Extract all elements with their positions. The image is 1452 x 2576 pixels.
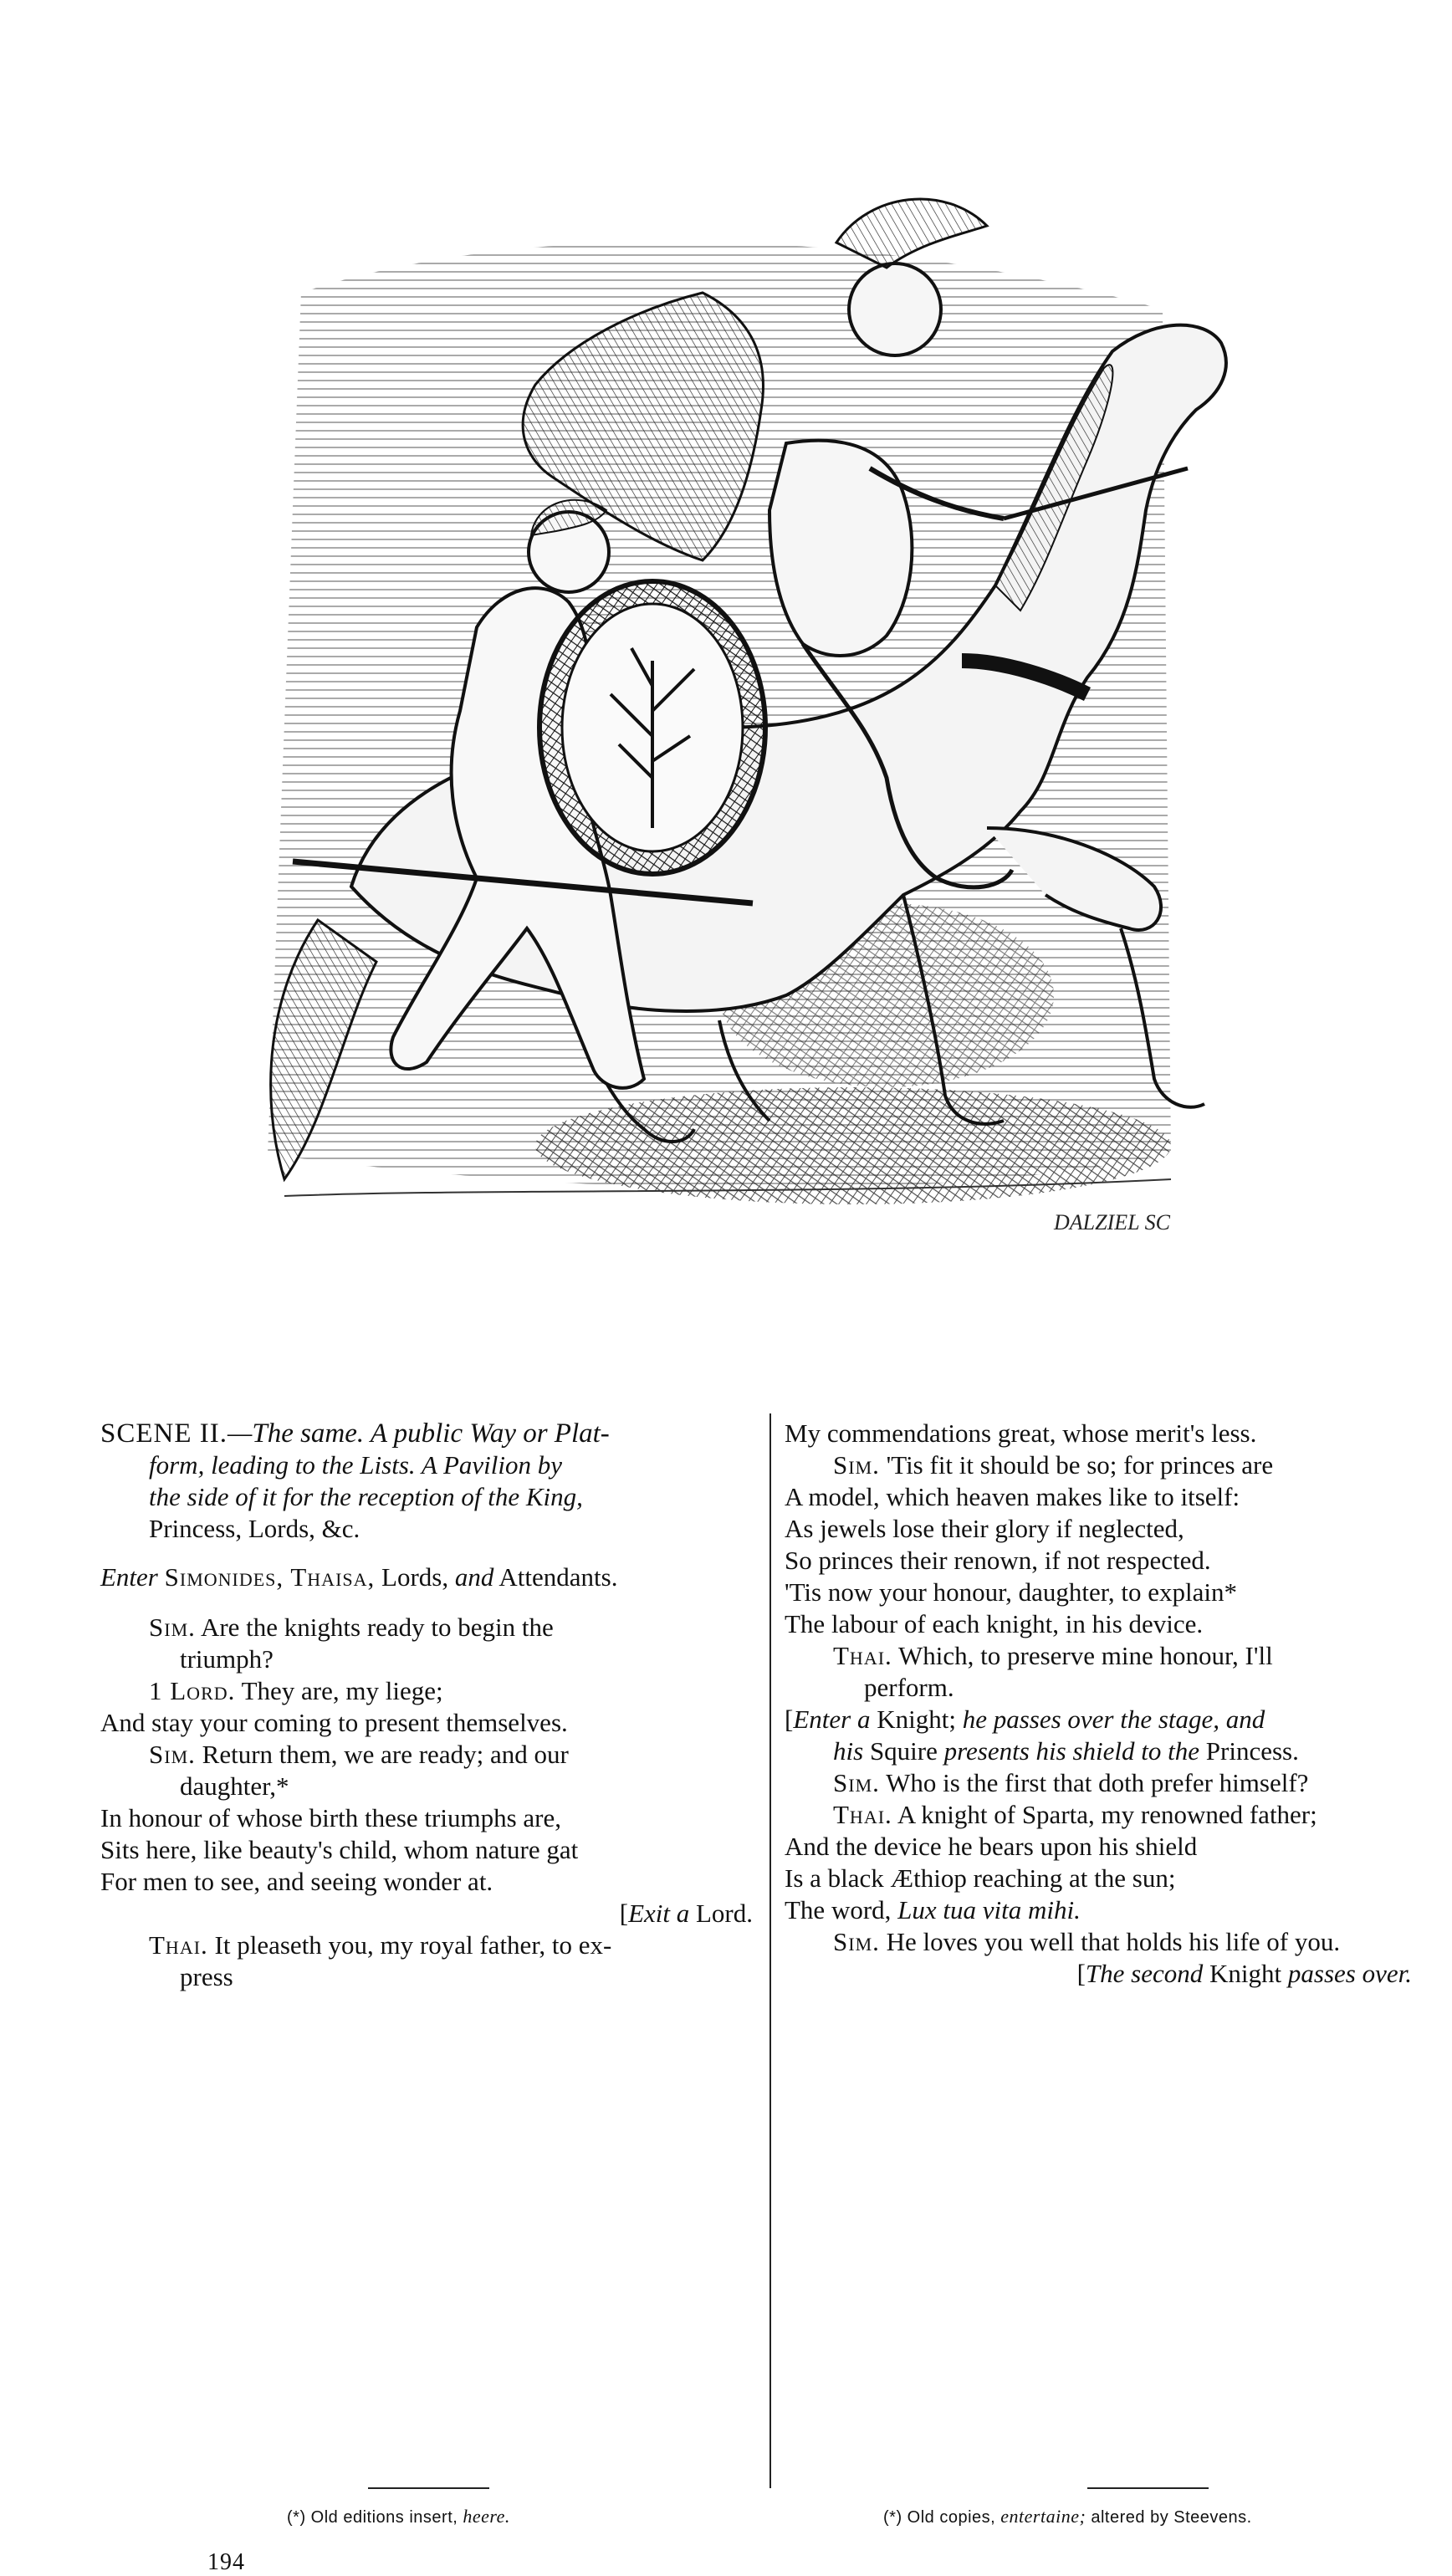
speech-line: The word, Lux tua vita mihi. — [785, 1895, 1081, 1924]
knight-on-horse-illustration — [251, 192, 1238, 1263]
speech-line: For men to see, and seeing wonder at. — [100, 1867, 493, 1896]
speech-line: perform. — [864, 1673, 954, 1702]
speech-line: Sits here, like beauty's child, whom nature gat — [100, 1835, 579, 1864]
stage-direction-second-knight: [The second Knight passes over. — [1076, 1959, 1412, 1988]
stage-direction-exit: [Exit a Lord. — [619, 1899, 753, 1928]
stage-direction-enter-knight: [Enter a Knight; he passes over the stage, and — [785, 1705, 1265, 1734]
column-divider — [769, 1413, 771, 2488]
speaker: Sim. — [149, 1613, 196, 1642]
speech-line: The labour of each knight, in his device. — [785, 1609, 1204, 1638]
speaker: Sim. — [833, 1768, 880, 1797]
speech-line: My commendations great, whose merit's less. — [785, 1418, 1257, 1448]
footnote-rule-left — [368, 2487, 489, 2489]
scene-description-line-4: Princess, Lords, &c. — [149, 1514, 360, 1543]
scene-description-line-3: the side of it for the reception of the King, — [149, 1482, 583, 1511]
scene-description-line-1: —The same. A public Way or Plat- — [228, 1418, 610, 1449]
speech-line: triumph? — [180, 1644, 274, 1674]
speech-line: In honour of whose birth these triumphs are, — [100, 1803, 561, 1832]
speech-line: And the device he bears upon his shield — [785, 1832, 1198, 1861]
speech-line: Sim. Who is the first that doth prefer himself? — [833, 1768, 1309, 1797]
speech-line: Is a black Æthiop reaching at the sun; — [785, 1863, 1176, 1893]
speaker: Thai. — [833, 1800, 892, 1829]
speech-line: Thai. A knight of Sparta, my renowned father; — [833, 1800, 1317, 1829]
speech-line: 'Tis now your honour, daughter, to explain* — [785, 1577, 1237, 1607]
scene-description-line-2: form, leading to the Lists. A Pavilion by — [149, 1450, 562, 1480]
footnote-rule-right — [1087, 2487, 1209, 2489]
page-number: 194 — [207, 2549, 245, 2575]
footnote-left: (*) Old editions insert, heere. — [287, 2506, 510, 2527]
speech-line: Sim. 'Tis fit it should be so; for princes are — [833, 1450, 1274, 1480]
speaker: Sim. — [833, 1450, 880, 1480]
footnote-right: (*) Old copies, entertaine; altered by Steevens. — [883, 2506, 1252, 2527]
speech-line: Sim. He loves you well that holds his life of you. — [833, 1927, 1341, 1956]
speech-line: daughter,* — [180, 1771, 289, 1801]
speaker: Thai. — [833, 1641, 892, 1670]
engraver-signature: DALZIEL SC — [1054, 1210, 1170, 1234]
speaker: Thai. — [149, 1930, 208, 1960]
speech-line: Thai. It pleaseth you, my royal father, to ex- — [149, 1930, 612, 1960]
right-column — [785, 1418, 1420, 1990]
speech-line: Sim. Return them, we are ready; and our — [149, 1740, 569, 1769]
stage-direction-squire: his Squire presents his shield to the Princess. — [833, 1736, 1299, 1766]
scene-heading — [100, 1418, 761, 1545]
speech-line: Sim. Are the knights ready to begin the — [149, 1613, 554, 1642]
speech-line: As jewels lose their glory if neglected, — [785, 1514, 1184, 1543]
speaker: Sim. — [149, 1740, 196, 1769]
speech-line: A model, which heaven makes like to itself: — [785, 1482, 1240, 1511]
stage-direction-enter: Enter Simonides, Thaisa, Lords, and Attendants. — [100, 1562, 618, 1592]
speaker: Sim. — [833, 1927, 880, 1956]
speaker: 1 Lord. — [149, 1676, 236, 1705]
speech-line: 1 Lord. They are, my liege; — [149, 1676, 443, 1705]
left-column — [100, 1418, 761, 1993]
speech-line: And stay your coming to present themselves. — [100, 1708, 568, 1737]
speech-line: So princes their renown, if not respected. — [785, 1546, 1211, 1575]
speech-line: press — [180, 1962, 233, 1991]
speech-line: Thai. Which, to preserve mine honour, I'll — [833, 1641, 1273, 1670]
scene-label: SCENE II. — [100, 1418, 228, 1449]
